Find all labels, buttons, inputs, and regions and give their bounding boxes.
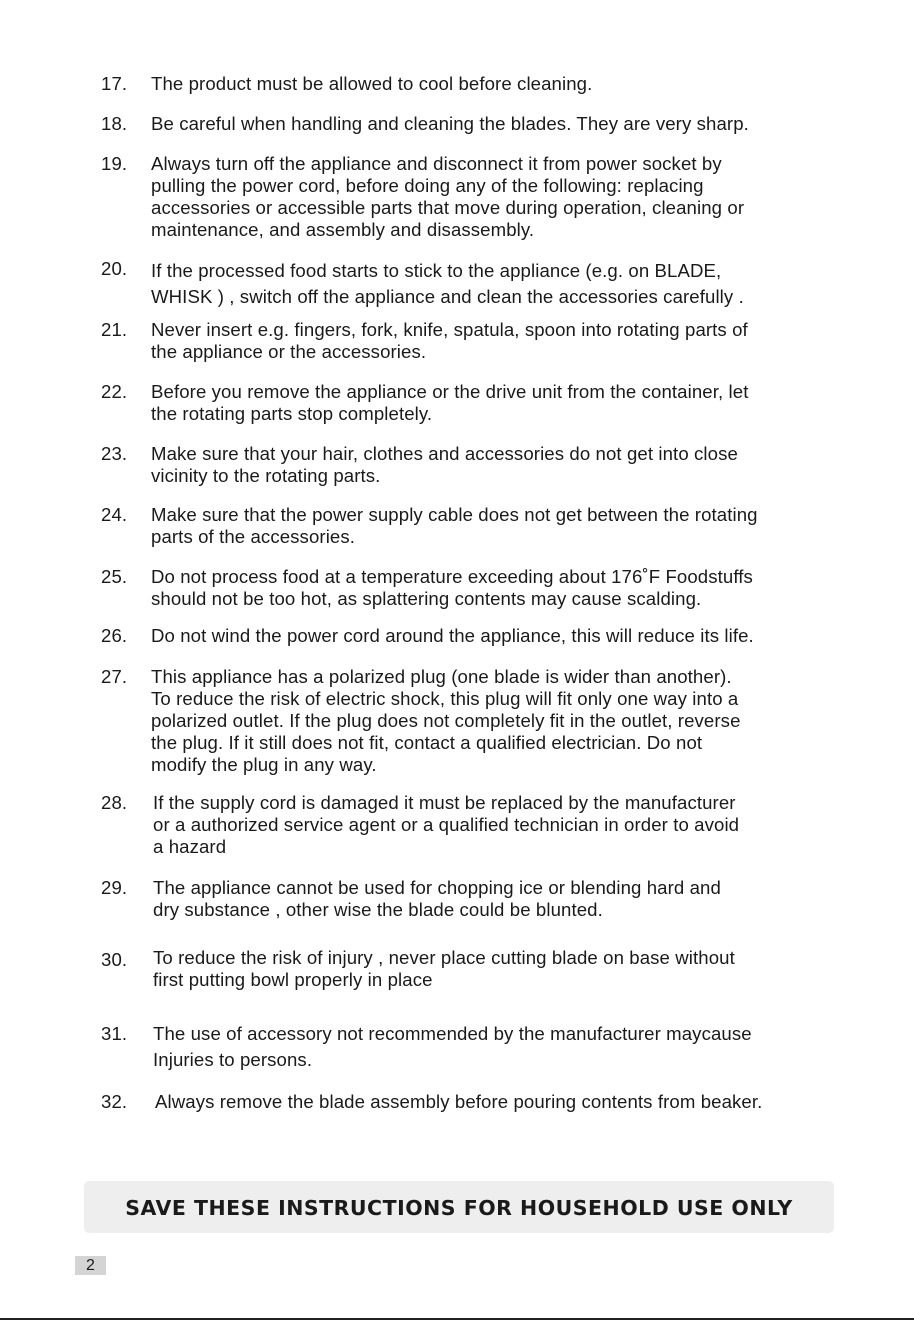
instruction-number: 24. [101, 504, 128, 525]
instruction-line: The product must be allowed to cool before cleaning. [151, 73, 593, 94]
instruction-number: 28. [101, 792, 128, 813]
instruction-line: maintenance, and assembly and disassembly. [151, 219, 535, 240]
instruction-number: 30. [101, 949, 128, 970]
instruction-line: vicinity to the rotating parts. [151, 465, 381, 486]
instruction-line: Always remove the blade assembly before pouring contents from beaker. [155, 1091, 763, 1112]
instruction-line: dry substance , other wise the blade could be blunted. [153, 899, 603, 920]
instruction-line: The appliance cannot be used for chopping ice or blending hard and [153, 877, 721, 898]
instruction-text [151, 153, 851, 241]
instruction-number: 23. [101, 443, 128, 464]
instruction-text [151, 625, 851, 647]
instruction-line: Make sure that your hair, clothes and accessories do not get into close [151, 443, 738, 464]
instruction-text [153, 792, 853, 858]
instruction-text [151, 381, 851, 425]
instruction-number: 19. [101, 153, 128, 174]
instruction-line: If the supply cord is damaged it must be replaced by the manufacturer [153, 792, 736, 813]
instruction-number: 26. [101, 625, 128, 646]
instruction-number: 32. [101, 1091, 128, 1112]
instruction-line: Never insert e.g. fingers, fork, knife, spatula, spoon into rotating parts of [151, 319, 748, 340]
instruction-line: should not be too hot, as splattering contents may cause scalding. [151, 588, 702, 609]
instruction-line: the rotating parts stop completely. [151, 403, 433, 424]
page-number: 2 [75, 1256, 106, 1275]
instruction-line: polarized outlet. If the plug does not completely fit in the outlet, reverse [151, 710, 741, 731]
instruction-number: 17. [101, 73, 128, 94]
instruction-line: To reduce the risk of electric shock, this plug will fit only one way into a [151, 688, 739, 709]
instruction-text [151, 113, 851, 135]
instruction-line: Be careful when handling and cleaning the blades. They are very sharp. [151, 113, 749, 134]
instruction-number: 22. [101, 381, 128, 402]
instruction-number: 31. [101, 1023, 128, 1044]
instruction-line: This appliance has a polarized plug (one blade is wider than another). [151, 666, 732, 687]
instruction-number: 20. [101, 258, 128, 279]
instruction-line: Always turn off the appliance and disconnect it from power socket by [151, 153, 722, 174]
instruction-number: 25. [101, 566, 128, 587]
save-instructions-banner [84, 1181, 834, 1233]
instruction-line: To reduce the risk of injury , never place cutting blade on base without [153, 947, 735, 968]
instruction-line: first putting bowl properly in place [153, 969, 433, 990]
save-instructions-text: SAVE THESE INSTRUCTIONS FOR HOUSEHOLD USE ONLY [125, 1196, 793, 1220]
instruction-line: modify the plug in any way. [151, 754, 377, 775]
instruction-text [151, 319, 851, 363]
instruction-line: Make sure that the power supply cable does not get between the rotating [151, 504, 758, 525]
instruction-line: the appliance or the accessories. [151, 341, 427, 362]
instruction-text [151, 666, 851, 776]
instruction-line: pulling the power cord, before doing any of the following: replacing [151, 175, 704, 196]
instruction-text [151, 504, 851, 548]
instruction-line: a hazard [153, 836, 227, 857]
instruction-line: The use of accessory not recommended by the manufacturer maycause [153, 1023, 752, 1044]
instruction-line: Before you remove the appliance or the drive unit from the container, let [151, 381, 749, 402]
instruction-text [151, 566, 851, 610]
instruction-text [153, 877, 853, 921]
instruction-text [151, 443, 851, 487]
instruction-text [155, 1091, 855, 1113]
instruction-text [153, 947, 853, 991]
instruction-number: 29. [101, 877, 128, 898]
instruction-text [151, 73, 851, 95]
instruction-line: Do not process food at a temperature exceeding about 176˚F Foodstuffs [151, 566, 753, 587]
instruction-line: If the processed food starts to stick to the appliance (e.g. on BLADE, [151, 260, 722, 281]
instruction-line: WHISK ) , switch off the appliance and clean the accessories carefully . [151, 286, 744, 307]
instruction-line: or a authorized service agent or a qualified technician in order to avoid [153, 814, 740, 835]
instruction-number: 21. [101, 319, 128, 340]
instruction-text [153, 1021, 853, 1073]
instruction-line: Injuries to persons. [153, 1049, 313, 1070]
bottom-divider [0, 1318, 914, 1320]
instruction-text [151, 258, 851, 310]
instruction-line: parts of the accessories. [151, 526, 356, 547]
instruction-line: Do not wind the power cord around the appliance, this will reduce its life. [151, 625, 754, 646]
instruction-line: the plug. If it still does not fit, contact a qualified electrician. Do not [151, 732, 703, 753]
instruction-number: 18. [101, 113, 128, 134]
instruction-line: accessories or accessible parts that move during operation, cleaning or [151, 197, 745, 218]
instruction-number: 27. [101, 666, 128, 687]
